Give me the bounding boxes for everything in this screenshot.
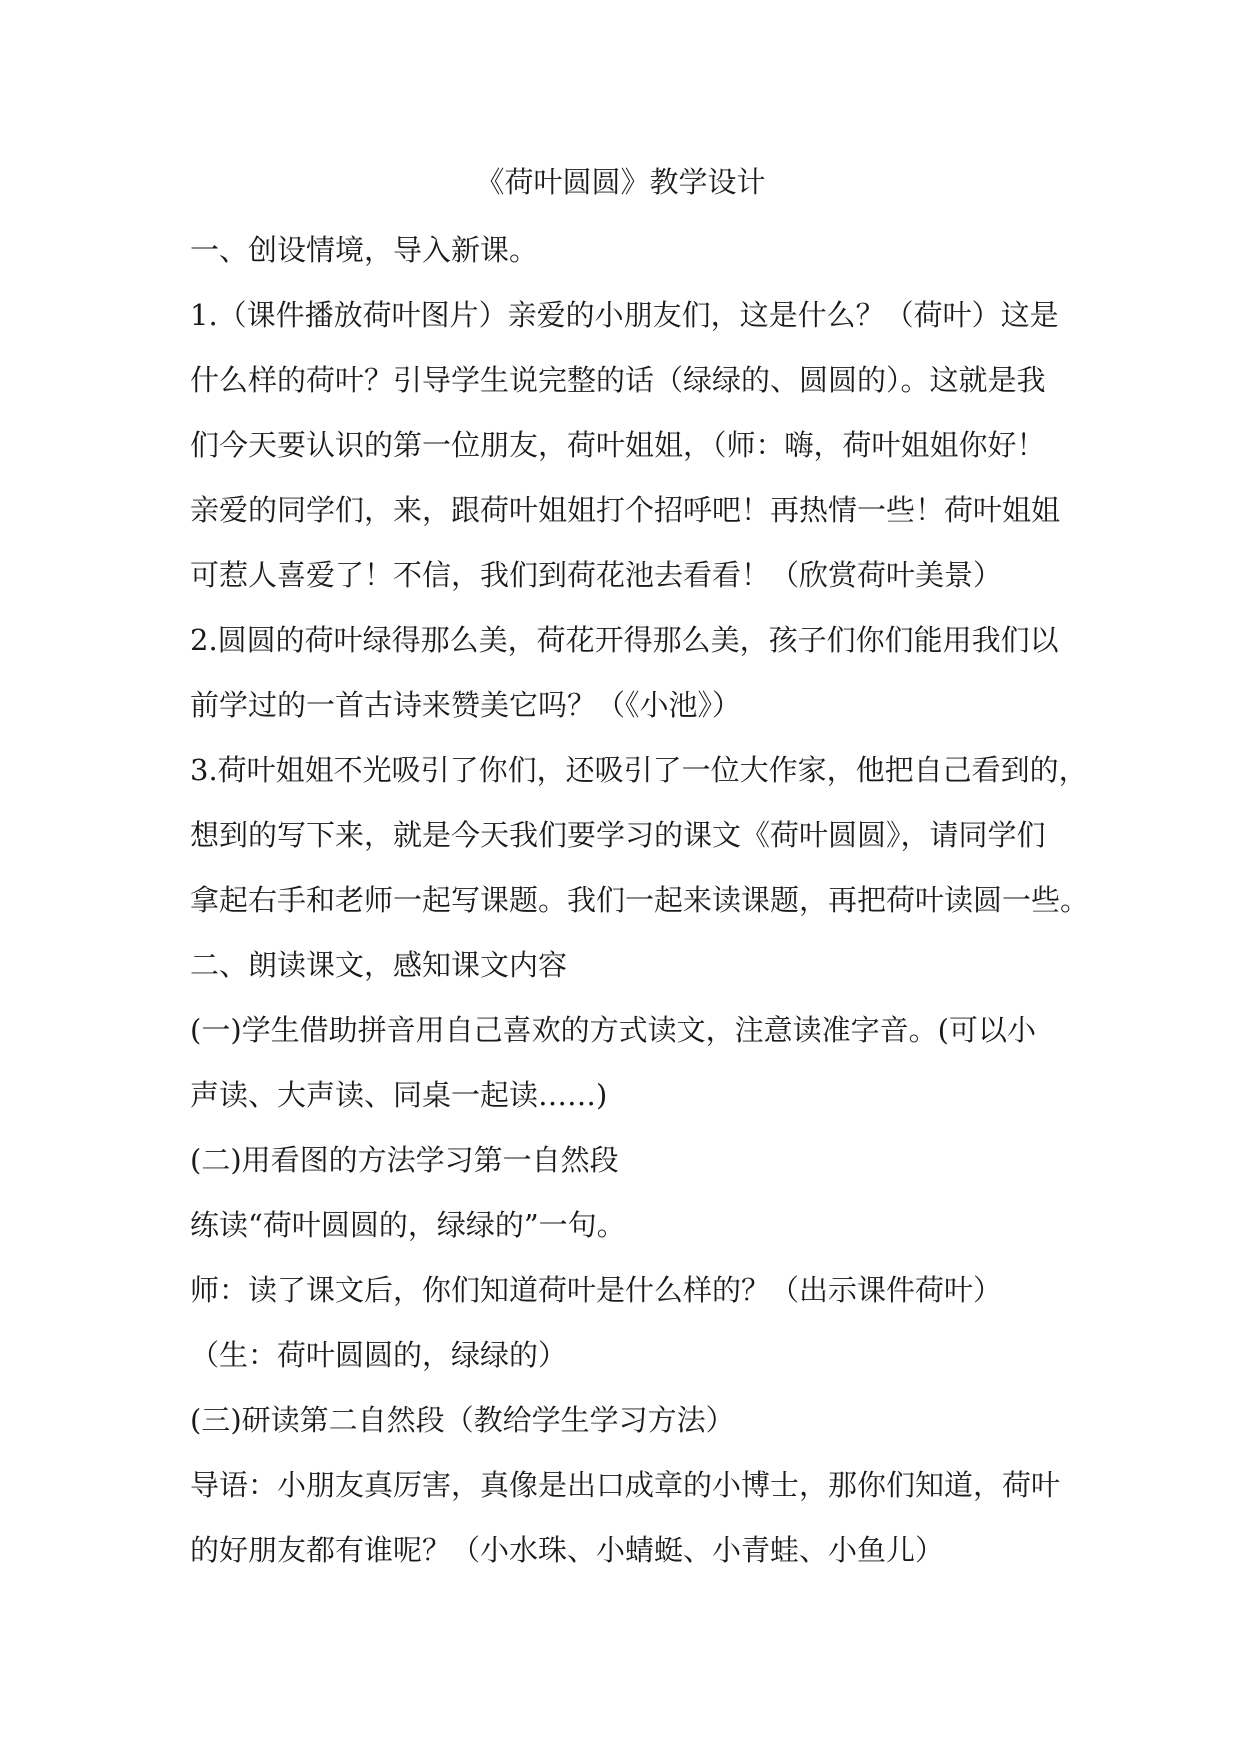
subsection-heading: (三)研读第二自然段（教给学生学习方法） bbox=[190, 1403, 735, 1437]
text-line: (一)学生借助拼音用自己喜欢的方式读文，注意读准字音。(可以小 bbox=[190, 1013, 1036, 1047]
text-line: 亲爱的同学们，来，跟荷叶姐姐打个招呼吧！再热情一些！荷叶姐姐 bbox=[190, 493, 1061, 527]
document-title: 《荷叶圆圆》教学设计 bbox=[475, 165, 766, 199]
subsection-heading: (二)用看图的方法学习第一自然段 bbox=[190, 1143, 619, 1177]
text-line: 练读“荷叶圆圆的，绿绿的”一句。 bbox=[190, 1208, 626, 1242]
text-line: 什么样的荷叶？引导学生说完整的话（绿绿的、圆圆的）。这就是我 bbox=[190, 363, 1046, 397]
text-line: 声读、大声读、同桌一起读……) bbox=[190, 1078, 608, 1112]
text-line: 导语：小朋友真厉害，真像是出口成章的小博士，那你们知道，荷叶 bbox=[190, 1468, 1061, 1502]
text-line: 前学过的一首古诗来赞美它吗？（《小池》） bbox=[190, 688, 742, 722]
text-line: 一、创设情境，导入新课。 bbox=[190, 233, 539, 267]
text-line: 可惹人喜爱了！不信，我们到荷花池去看看！（欣赏荷叶美景） bbox=[190, 558, 1003, 592]
text-line: 拿起右手和老师一起写课题。我们一起来读课题，再把荷叶读圆一些。 bbox=[190, 883, 1090, 917]
text-line: 1.（课件播放荷叶图片）亲爱的小朋友们，这是什么？（荷叶）这是 bbox=[190, 298, 1059, 332]
section-heading: 二、朗读课文，感知课文内容 bbox=[190, 948, 568, 982]
text-line: 3.荷叶姐姐不光吸引了你们，还吸引了一位大作家，他把自己看到的， bbox=[190, 753, 1088, 787]
text-line: 的好朋友都有谁呢？（小水珠、小蜻蜓、小青蛙、小鱼儿） bbox=[190, 1533, 945, 1567]
text-line: （生：荷叶圆圆的，绿绿的） bbox=[190, 1338, 568, 1372]
text-line: 师：读了课文后，你们知道荷叶是什么样的？（出示课件荷叶） bbox=[190, 1273, 1003, 1307]
text-line: 们今天要认识的第一位朋友，荷叶姐姐，（师：嗨，荷叶姐姐你好！ bbox=[190, 428, 1046, 462]
text-line: 2.圆圆的荷叶绿得那么美，荷花开得那么美，孩子们你们能用我们以 bbox=[190, 623, 1059, 657]
text-line: 想到的写下来，就是今天我们要学习的课文《荷叶圆圆》，请同学们 bbox=[190, 818, 1046, 852]
